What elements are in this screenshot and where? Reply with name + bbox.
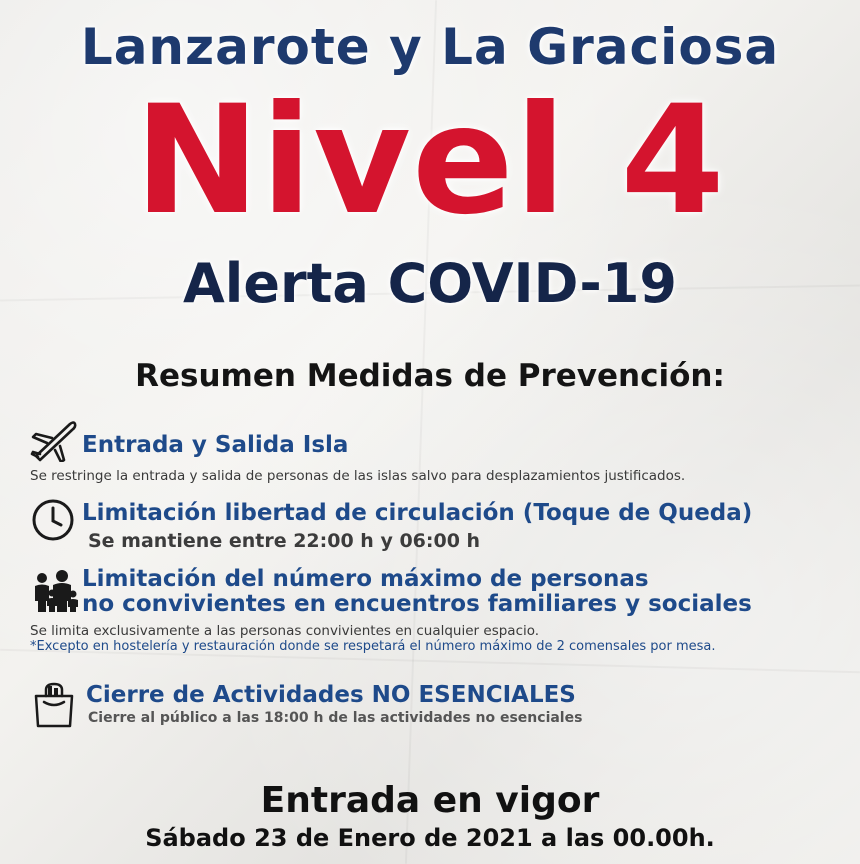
effective-heading: Entrada en vigor <box>260 780 600 821</box>
measure-title-curfew: Limitación libertad de circulación (Toque de Queda) <box>82 500 753 526</box>
measure-detail-closures: Cierre al público a las 18:00 h de las actividades no esenciales <box>88 710 583 726</box>
airplane-icon <box>30 418 78 462</box>
measure-title-travel: Entrada y Salida Isla <box>82 432 349 458</box>
measure-detail-curfew: Se mantiene entre 22:00 h y 06:00 h <box>88 530 481 552</box>
alert-subtitle: Alerta COVID-19 <box>183 252 677 315</box>
measure-title-closures: Cierre de Actividades NO ESENCIALES <box>86 682 576 708</box>
alert-level: Nivel 4 <box>134 74 726 248</box>
measure-detail-travel: Se restringe la entrada y salida de personas de las islas salvo para desplazamientos justificados. <box>30 468 686 484</box>
measure-title-gatherings-line2: no convivientes en encuentros familiares y sociales <box>82 591 752 617</box>
family-icon <box>30 568 78 614</box>
clock-icon <box>30 497 76 543</box>
region-title: Lanzarote y La Graciosa <box>80 18 780 76</box>
measure-title-gatherings-line1: Limitación del número máximo de personas <box>82 566 649 592</box>
measure-detail-gatherings: Se limita exclusivamente a las personas convivientes en cualquier espacio. <box>30 623 540 639</box>
summary-heading: Resumen Medidas de Prevención: <box>135 358 725 394</box>
measure-note-gatherings: *Excepto en hostelería y restauración donde se respetará el número máximo de 2 comensales por mesa. <box>30 639 716 654</box>
effective-date: Sábado 23 de Enero de 2021 a las 00.00h. <box>145 824 715 852</box>
shopping-bag-icon <box>32 680 76 728</box>
